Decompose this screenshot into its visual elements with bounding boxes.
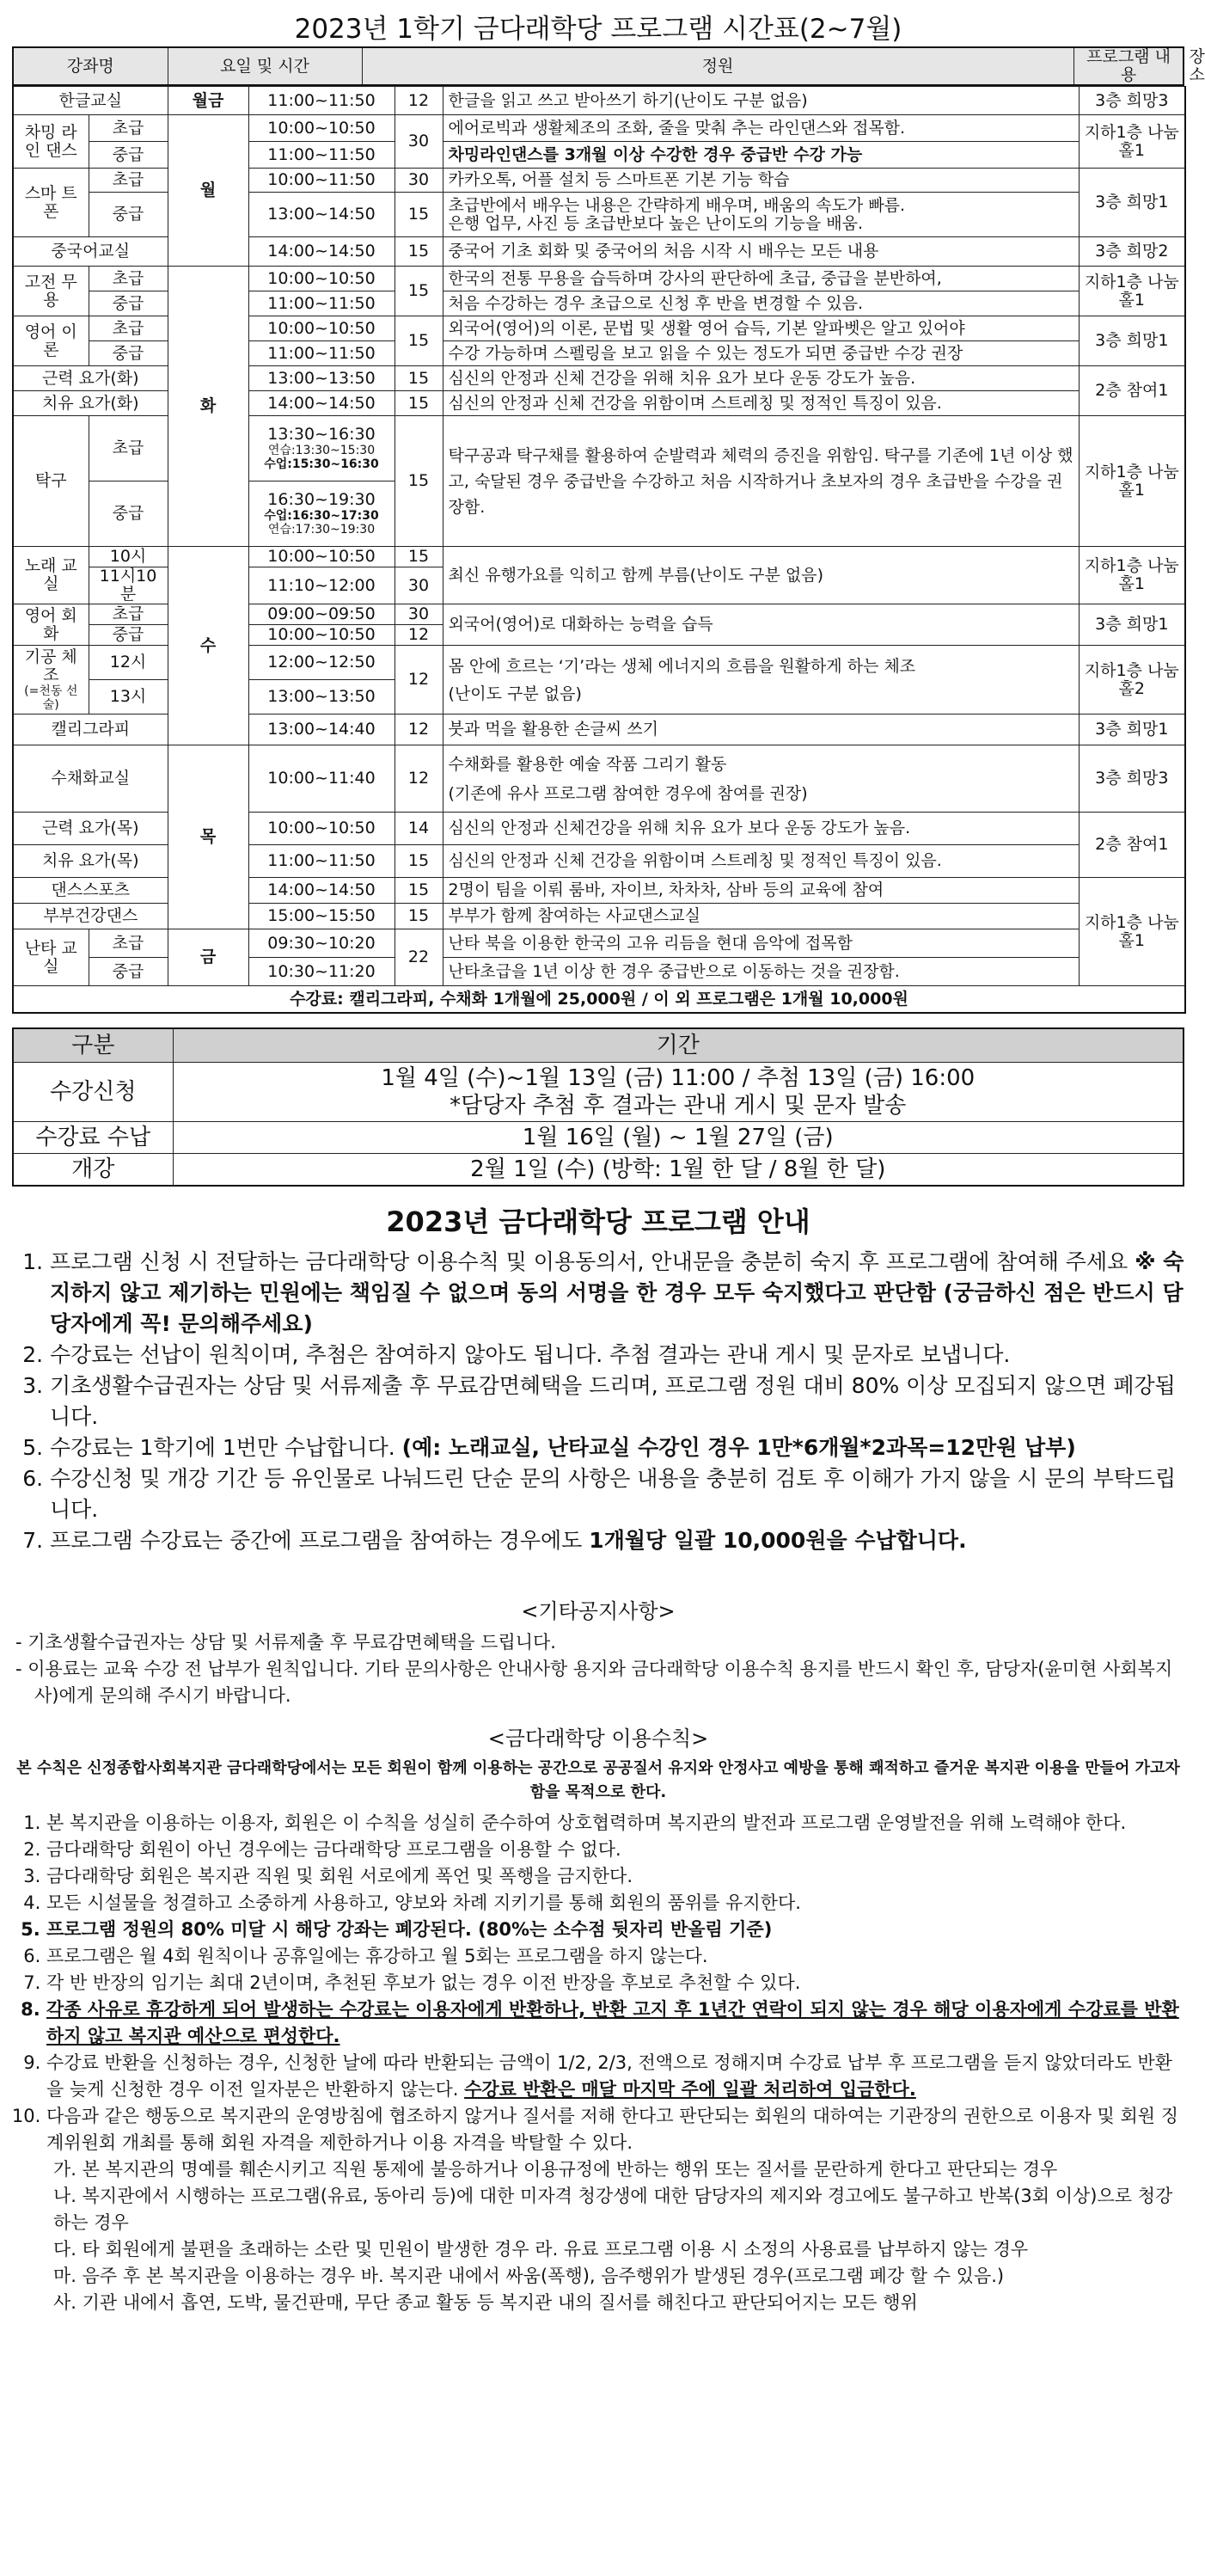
day-label: 금 bbox=[168, 929, 248, 986]
course-description bbox=[443, 646, 1079, 715]
course-description: 난타 북을 이용한 한국의 고유 리듬을 현대 음악에 접목함 bbox=[443, 929, 1079, 958]
guide-text: 프로그램 수강료는 중간에 프로그램을 참여하는 경우에도 bbox=[50, 1528, 590, 1553]
table-row bbox=[13, 115, 1185, 142]
course-name: 근력 요가(목) bbox=[13, 813, 168, 845]
course-description: 탁구공과 탁구채를 활용하여 순발력과 체력의 증진을 위함임. 탁구를 기존에 1년 이상 했고, 숙달된 경우 중급반을 수강하고 처음 시작하거나 초보자의 경우 초급반을 수강을 권장함. bbox=[443, 416, 1079, 547]
course-time: 14:00~14:50 bbox=[248, 391, 395, 416]
course-level: 중급 bbox=[89, 958, 168, 986]
course-place: 3층 희망1 bbox=[1079, 604, 1185, 646]
rule-item: 6. 프로그램은 월 4회 원칙이나 공휴일에는 휴강하고 월 5회는 프로그램을 하지 않는다. bbox=[46, 1943, 1184, 1970]
guide-text-bold: (예: 노래교실, 난타교실 수강인 경우 1만*6개월*2과목=12만원 납부) bbox=[401, 1435, 1076, 1460]
other-notice-list bbox=[12, 1629, 1184, 1709]
course-capacity: 15 bbox=[395, 391, 443, 416]
course-name-text: 기공 체조 bbox=[24, 647, 77, 684]
course-level: 12시 bbox=[89, 646, 168, 680]
period-label: 수강신청 bbox=[13, 1063, 173, 1122]
course-level: 13시 bbox=[89, 680, 168, 715]
schedule-body bbox=[12, 86, 1186, 1014]
sub-rule-item: 가. 본 복지관의 명예를 훼손시키고 직원 통제에 불응하거나 이용규정에 반하는 행위 또는 질서를 문란하게 한다고 판단되는 경우 bbox=[53, 2159, 1058, 2180]
document bbox=[12, 12, 1205, 2316]
course-level: 중급 bbox=[89, 481, 168, 547]
period-line: 1월 4일 (수)~1월 13일 (금) 11:00 / 추첨 13일 (금) 16:00 bbox=[381, 1065, 976, 1091]
course-name: 중국어교실 bbox=[13, 237, 168, 267]
course-description: 부부가 함께 참여하는 사교댄스교실 bbox=[443, 904, 1079, 929]
rule-item: 5. 프로그램 정원의 80% 미달 시 해당 강좌는 폐강된다. (80%는 소수점 뒷자리 반올림 기준) bbox=[46, 1917, 1184, 1943]
course-place: 2층 참여1 bbox=[1079, 366, 1185, 416]
desc-line: 몸 안에 흐르는 ‘기’라는 생체 에너지의 흐름을 원활하게 하는 체조 bbox=[448, 656, 916, 676]
time-main: 16:30~19:30 bbox=[267, 490, 376, 509]
desc-line: 은행 업무, 사진 등 초급반보다 높은 난이도의 기능을 배움. bbox=[448, 213, 864, 233]
time-practice: 연습:13:30~15:30 bbox=[267, 444, 376, 457]
other-notice-title: <기타공지사항> bbox=[521, 1599, 676, 1623]
course-description: 카카오톡, 어플 설치 등 스마트폰 기본 기능 학습 bbox=[443, 169, 1079, 193]
course-time: 10:00~11:50 bbox=[248, 169, 395, 193]
course-time bbox=[248, 416, 395, 481]
guide-item bbox=[50, 1247, 1184, 1340]
rule-text: 수강료 반환을 신청하는 경우, 신청한 날에 따라 반환되는 금액이 1/2, 2/3, 전액으로 정해지며 수강료 납부 후 프로그램을 듣지 않았더라도 반환을 늦게 신청한 경우 이전 일자분은 반환하지 않는다. bbox=[46, 2052, 1172, 2100]
period-value: 1월 16일 (월) ~ 1월 27일 (금) bbox=[173, 1122, 1184, 1154]
course-description bbox=[443, 193, 1079, 237]
period-value: 2월 1일 (수) (방학: 1월 한 달 / 8월 한 달) bbox=[173, 1154, 1184, 1187]
course-capacity: 12 bbox=[395, 646, 443, 715]
rule-item: 2. 금다래학당 회원이 아닌 경우에는 금다래학당 프로그램을 이용할 수 없다. bbox=[46, 1837, 1184, 1863]
course-time: 14:00~14:50 bbox=[248, 878, 395, 904]
rule-item: 3. 금다래학당 회원은 복지관 직원 및 회원 서로에게 폭언 및 폭행을 금지한다. bbox=[46, 1863, 1184, 1890]
course-place: 지하1층 나눔홀1 bbox=[1079, 878, 1185, 986]
course-description: 붓과 먹을 활용한 손글씨 쓰기 bbox=[443, 715, 1079, 745]
rules-list bbox=[12, 1810, 1184, 2156]
course-description: 심신의 안정과 신체 건강을 위함이며 스트레칭 및 정적인 특징이 있음. bbox=[443, 391, 1079, 416]
course-description: 외국어(영어)로 대화하는 능력을 습득 bbox=[443, 604, 1079, 646]
course-time: 10:00~10:50 bbox=[248, 115, 395, 142]
course-time: 15:00~15:50 bbox=[248, 904, 395, 929]
course-time: 13:00~13:50 bbox=[248, 366, 395, 391]
course-description: 난타초급을 1년 이상 한 경우 중급반으로 이동하는 것을 권장함. bbox=[443, 958, 1079, 986]
course-description bbox=[443, 745, 1079, 813]
rule-item: 10. 다음과 같은 행동으로 복지관의 운영방침에 협조하지 않거나 질서를 저해 한다고 판단되는 회원의 대하여는 기관장의 권한으로 이용자 및 회원 징계위원회 개최를 통해 회원 자격을 제한하거나 이용 자격을 박탈할 수 있다. bbox=[46, 2103, 1184, 2156]
guide-title: 2023년 금다래학당 프로그램 안내 bbox=[386, 1205, 810, 1238]
rule-item: 7. 각 반 반장의 임기는 최대 2년이며, 추천된 후보가 없는 경우 이전 반장을 후보로 추천할 수 있다. bbox=[46, 1970, 1184, 1996]
course-description: 수강 가능하며 스펠링을 보고 읽을 수 있는 정도가 되면 중급반 수강 권장 bbox=[443, 341, 1079, 366]
desc-line: (기존에 유사 프로그램 참여한 경우에 참여를 권장) bbox=[448, 783, 808, 803]
course-description: 심신의 안정과 신체 건강을 위함이며 스트레칭 및 정적인 특징이 있음. bbox=[443, 845, 1079, 878]
course-name: 노래 교실 bbox=[13, 547, 89, 604]
course-capacity: 15 bbox=[395, 366, 443, 391]
course-description: 차밍라인댄스를 3개월 이상 수강한 경우 중급반 수강 가능 bbox=[443, 142, 1079, 169]
guide-list bbox=[12, 1247, 1184, 1556]
sub-rule-item: 마. 음주 후 본 복지관을 이용하는 경우 바. 복지관 내에서 싸움(폭행), 음주행위가 발생된 경우(프로그램 폐강 할 수 있음.) bbox=[53, 2266, 1005, 2286]
course-level: 중급 bbox=[89, 625, 168, 646]
course-description: 에어로빅과 생활체조의 조화, 줄을 맞춰 추는 라인댄스와 접목함. bbox=[443, 115, 1079, 142]
course-time bbox=[248, 481, 395, 547]
course-description: 중국어 기초 회화 및 중국어의 처음 시작 시 배우는 모든 내용 bbox=[443, 237, 1079, 267]
course-name: 한글교실 bbox=[13, 87, 168, 115]
course-place: 3층 희망3 bbox=[1079, 87, 1185, 115]
course-place: 3층 희망1 bbox=[1079, 715, 1185, 745]
rule-item: 4. 모든 시설물을 청결하고 소중하게 사용하고, 양보와 차례 지키기를 통해 회원의 품위를 유지한다. bbox=[46, 1890, 1184, 1917]
course-time: 13:00~14:40 bbox=[248, 715, 395, 745]
course-time: 11:00~11:50 bbox=[248, 87, 395, 115]
course-name: 탁구 bbox=[13, 416, 89, 547]
course-level: 초급 bbox=[89, 316, 168, 341]
header-capacity: 정원 bbox=[362, 47, 1073, 85]
period-row bbox=[13, 1154, 1184, 1187]
course-level: 중급 bbox=[89, 341, 168, 366]
course-name: 영어 이론 bbox=[13, 316, 89, 366]
course-time: 13:00~14:50 bbox=[248, 193, 395, 237]
schedule-header-row: 강좌명 요일 및 시간 정원 프로그램 내용 장소 bbox=[13, 47, 1184, 85]
course-time: 13:00~13:50 bbox=[248, 680, 395, 715]
course-level: 초급 bbox=[89, 267, 168, 291]
course-description: 심신의 안정과 신체 건강을 위해 치유 요가 보다 운동 강도가 높음. bbox=[443, 366, 1079, 391]
time-practice: 연습:17:30~19:30 bbox=[267, 523, 376, 537]
course-capacity: 15 bbox=[395, 547, 443, 567]
course-time: 14:00~14:50 bbox=[248, 237, 395, 267]
header-content: 프로그램 내용 bbox=[1073, 47, 1184, 85]
course-time: 11:10~12:00 bbox=[248, 567, 395, 604]
course-level: 중급 bbox=[89, 142, 168, 169]
course-capacity: 14 bbox=[395, 813, 443, 845]
table-row bbox=[13, 87, 1185, 115]
course-name: 부부건강댄스 bbox=[13, 904, 168, 929]
notice-item: - 기초생활수급권자는 상담 및 서류제출 후 무료감면혜택을 드립니다. bbox=[15, 1632, 556, 1653]
course-name: 댄스스포츠 bbox=[13, 878, 168, 904]
course-place: 3층 희망1 bbox=[1079, 169, 1185, 237]
course-level: 초급 bbox=[89, 169, 168, 193]
course-place: 3층 희망3 bbox=[1079, 745, 1185, 813]
course-time: 12:00~12:50 bbox=[248, 646, 395, 680]
day-label: 월 bbox=[168, 115, 248, 267]
course-description: 처음 수강하는 경우 초급으로 신청 후 반을 변경할 수 있음. bbox=[443, 291, 1079, 316]
rules-sublist bbox=[12, 2156, 1184, 2316]
schedule-title: 2023년 1학기 금다래학당 프로그램 시간표(2~7월) bbox=[294, 14, 902, 45]
header-time: 요일 및 시간 bbox=[168, 47, 362, 85]
course-capacity: 12 bbox=[395, 625, 443, 646]
course-level: 11시10분 bbox=[89, 567, 168, 604]
course-capacity: 15 bbox=[395, 316, 443, 366]
course-level: 초급 bbox=[89, 604, 168, 625]
guide-text-bold: 1개월당 일괄 10,000원을 수납합니다. bbox=[589, 1528, 967, 1553]
table-row bbox=[13, 745, 1185, 813]
course-time: 10:00~11:40 bbox=[248, 745, 395, 813]
course-time: 11:00~11:50 bbox=[248, 341, 395, 366]
course-place: 지하1층 나눔홀1 bbox=[1079, 416, 1185, 547]
course-capacity: 15 bbox=[395, 193, 443, 237]
course-level: 초급 bbox=[89, 416, 168, 481]
course-place: 지하1층 나눔홀1 bbox=[1079, 115, 1185, 169]
course-capacity: 15 bbox=[395, 237, 443, 267]
period-label: 개강 bbox=[13, 1154, 173, 1187]
course-time: 10:00~10:50 bbox=[248, 813, 395, 845]
course-capacity: 15 bbox=[395, 416, 443, 547]
course-capacity: 12 bbox=[395, 715, 443, 745]
guide-item: 3. 기초생활수급권자는 상담 및 서류제출 후 무료감면혜택을 드리며, 프로그램 정원 대비 80% 이상 모집되지 않으면 폐강됩니다. bbox=[50, 1371, 1184, 1432]
desc-line: 수채화를 활용한 예술 작품 그리기 활동 bbox=[448, 754, 727, 774]
course-capacity: 15 bbox=[395, 904, 443, 929]
time-main: 13:30~16:30 bbox=[267, 425, 376, 444]
course-description: 한글을 읽고 쓰고 받아쓰기 하기(난이도 구분 없음) bbox=[443, 87, 1079, 115]
sub-rule-item: 사. 기관 내에서 흡연, 도박, 물건판매, 무단 종교 활동 등 복지관 내의 질서를 해친다고 판단되어지는 모든 행위 bbox=[53, 2292, 918, 2313]
guide-item: 6. 수강신청 및 개강 기간 등 유인물로 나눠드린 단순 문의 사항은 내용을 충분히 검토 후 이해가 가지 않을 시 문의 부탁드립니다. bbox=[50, 1463, 1184, 1525]
rule-text-bold: 수강료 반환은 매달 마지막 주에 일괄 처리하여 입금한다. bbox=[464, 2079, 916, 2100]
time-class: 수업:15:30~16:30 bbox=[264, 457, 379, 471]
course-capacity: 30 bbox=[395, 604, 443, 625]
course-name: 치유 요가(목) bbox=[13, 845, 168, 878]
day-label: 화 bbox=[168, 267, 248, 547]
course-name: 차밍 라인 댄스 bbox=[13, 115, 89, 169]
course-name: 고전 무용 bbox=[13, 267, 89, 316]
schedule-table bbox=[12, 46, 1205, 86]
course-time: 11:00~11:50 bbox=[248, 142, 395, 169]
course-level: 중급 bbox=[89, 193, 168, 237]
day-label: 월금 bbox=[168, 87, 248, 115]
table-row bbox=[13, 267, 1185, 291]
rule-item: 8. 각종 사유로 휴강하게 되어 발생하는 수강료는 이용자에게 반환하나, 반환 고지 후 1년간 연락이 되지 않는 경우 해당 이용자에게 수강료를 반환하지 않고 복지관 예산으로 편성한다. bbox=[46, 1996, 1184, 2050]
course-description: 최신 유행가요를 익히고 함께 부름(난이도 구분 없음) bbox=[443, 547, 1079, 604]
course-time: 10:00~10:50 bbox=[248, 316, 395, 341]
period-label: 수강료 수납 bbox=[13, 1122, 173, 1154]
sub-rule-item: 다. 타 회원에게 불편을 초래하는 소란 및 민원이 발생한 경우 라. 유료 프로그램 이용 시 소정의 사용료를 납부하지 않는 경우 bbox=[53, 2239, 1029, 2260]
fee-note: 수강료: 캘리그라피, 수채화 1개월에 25,000원 / 이 외 프로그램은 1개월 10,000원 bbox=[13, 986, 1185, 1014]
course-level: 초급 bbox=[89, 929, 168, 958]
guide-text-bold: ※ 숙지하지 않고 제기하는 민원에는 책임질 수 없으며 동의 서명을 한 경우 모두 숙지했다고 판단함 (궁금하신 점은 반드시 담당자에게 꼭! 문의해주세요) bbox=[50, 1249, 1184, 1336]
notice-item: - 이용료는 교육 수강 전 납부가 원칙입니다. 기타 문의사항은 안내사항 용지와 금다래학당 이용수칙 용지를 반드시 확인 후, 담당자(윤미현 사회복지사)에게 문의해 주시기 바랍니다. bbox=[15, 1659, 1173, 1706]
period-value bbox=[173, 1063, 1184, 1122]
table-row bbox=[13, 929, 1185, 958]
course-level: 초급 bbox=[89, 115, 168, 142]
period-row bbox=[13, 1122, 1184, 1154]
course-capacity: 15 bbox=[395, 845, 443, 878]
course-time: 10:30~11:20 bbox=[248, 958, 395, 986]
course-capacity: 12 bbox=[395, 745, 443, 813]
course-description: 심신의 안정과 신체건강을 위해 치유 요가 보다 운동 강도가 높음. bbox=[443, 813, 1079, 845]
header-course: 강좌명 bbox=[13, 47, 168, 85]
period-header-term: 기간 bbox=[173, 1028, 1184, 1063]
course-name: 난타 교실 bbox=[13, 929, 89, 986]
course-capacity: 22 bbox=[395, 929, 443, 986]
course-place: 지하1층 나눔홀2 bbox=[1079, 646, 1185, 715]
course-capacity: 30 bbox=[395, 567, 443, 604]
course-time: 09:00~09:50 bbox=[248, 604, 395, 625]
period-table bbox=[12, 1027, 1184, 1187]
course-time: 10:00~10:50 bbox=[248, 267, 395, 291]
fee-row bbox=[13, 986, 1185, 1014]
period-header-type: 구분 bbox=[13, 1028, 173, 1063]
day-label: 목 bbox=[168, 745, 248, 929]
guide-item: 2. 수강료는 선납이 원칙이며, 추첨은 참여하지 않아도 됩니다. 추첨 결과는 관내 게시 및 문자로 보냅니다. bbox=[50, 1340, 1184, 1371]
course-name: 캘리그라피 bbox=[13, 715, 168, 745]
course-time: 10:00~10:50 bbox=[248, 625, 395, 646]
course-description: 2명이 팀을 이뤄 룸바, 자이브, 차차차, 삼바 등의 교육에 참여 bbox=[443, 878, 1079, 904]
course-name-note: (=천동 선술) bbox=[24, 684, 78, 712]
rules-title: <금다래학당 이용수칙> bbox=[487, 1727, 709, 1751]
rules-intro: 본 수칙은 신정종합사회복지관 금다래학당에서는 모든 회원이 함께 이용하는 공간으로 공공질서 유지와 안정사고 예방을 통해 쾌적하고 즐거운 복지관 이용을 만들어 가고자 함을 목적으로 한다. bbox=[16, 1759, 1180, 1801]
course-time: 11:00~11:50 bbox=[248, 291, 395, 316]
course-name bbox=[13, 646, 89, 715]
course-time: 10:00~10:50 bbox=[248, 547, 395, 567]
course-description: 외국어(영어)의 이론, 문법 및 생활 영어 습득, 기본 알파벳은 알고 있어야 bbox=[443, 316, 1079, 341]
course-name: 수채화교실 bbox=[13, 745, 168, 813]
table-row bbox=[13, 547, 1185, 567]
period-row bbox=[13, 1063, 1184, 1122]
course-time: 11:00~11:50 bbox=[248, 845, 395, 878]
course-name: 근력 요가(화) bbox=[13, 366, 168, 391]
course-place: 3층 희망2 bbox=[1079, 237, 1185, 267]
course-capacity: 30 bbox=[395, 115, 443, 169]
course-place: 지하1층 나눔홀1 bbox=[1079, 267, 1185, 316]
sub-rule-item: 나. 복지관에서 시행하는 프로그램(유료, 동아리 등)에 대한 미자격 청강생에 대한 담당자의 제지와 경고에도 불구하고 반복(3회 이상)으로 청강하는 경우 bbox=[53, 2186, 1173, 2233]
guide-item bbox=[50, 1432, 1184, 1463]
rule-item bbox=[46, 2050, 1184, 2103]
course-capacity: 15 bbox=[395, 878, 443, 904]
course-place: 지하1층 나눔홀1 bbox=[1079, 547, 1185, 604]
course-level: 중급 bbox=[89, 291, 168, 316]
guide-item bbox=[50, 1525, 1184, 1556]
course-capacity: 30 bbox=[395, 169, 443, 193]
course-description: 한국의 전통 무용을 습득하며 강사의 판단하에 초급, 중급을 분반하여, bbox=[443, 267, 1079, 291]
desc-line: (난이도 구분 없음) bbox=[448, 684, 582, 703]
course-place: 3층 희망1 bbox=[1079, 316, 1185, 366]
day-label: 수 bbox=[168, 547, 248, 745]
rule-item: 1. 본 복지관을 이용하는 이용자, 회원은 이 수칙을 성실히 준수하여 상호협력하며 복지관의 발전과 프로그램 운영발전을 위해 노력해야 한다. bbox=[46, 1810, 1184, 1837]
time-class: 수업:16:30~17:30 bbox=[264, 509, 379, 523]
course-name: 스마 트폰 bbox=[13, 169, 89, 237]
course-capacity: 12 bbox=[395, 87, 443, 115]
course-name: 영어 회화 bbox=[13, 604, 89, 646]
period-header bbox=[13, 1028, 1184, 1063]
guide-text: 수강료는 1학기에 1번만 수납합니다. bbox=[50, 1435, 402, 1460]
course-place: 2층 참여1 bbox=[1079, 813, 1185, 878]
course-name: 치유 요가(화) bbox=[13, 391, 168, 416]
course-capacity: 15 bbox=[395, 267, 443, 316]
period-line: *담당자 추첨 후 결과는 관내 게시 및 문자 발송 bbox=[450, 1093, 907, 1119]
desc-line: 초급반에서 배우는 내용은 간략하게 배우며, 배움의 속도가 빠름. bbox=[448, 195, 906, 215]
course-time: 09:30~10:20 bbox=[248, 929, 395, 958]
course-level: 10시 bbox=[89, 547, 168, 567]
guide-text: 프로그램 신청 시 전달하는 금다래학당 이용수칙 및 이용동의서, 안내문을 충분히 숙지 후 프로그램에 참여해 주세요 bbox=[50, 1249, 1135, 1274]
